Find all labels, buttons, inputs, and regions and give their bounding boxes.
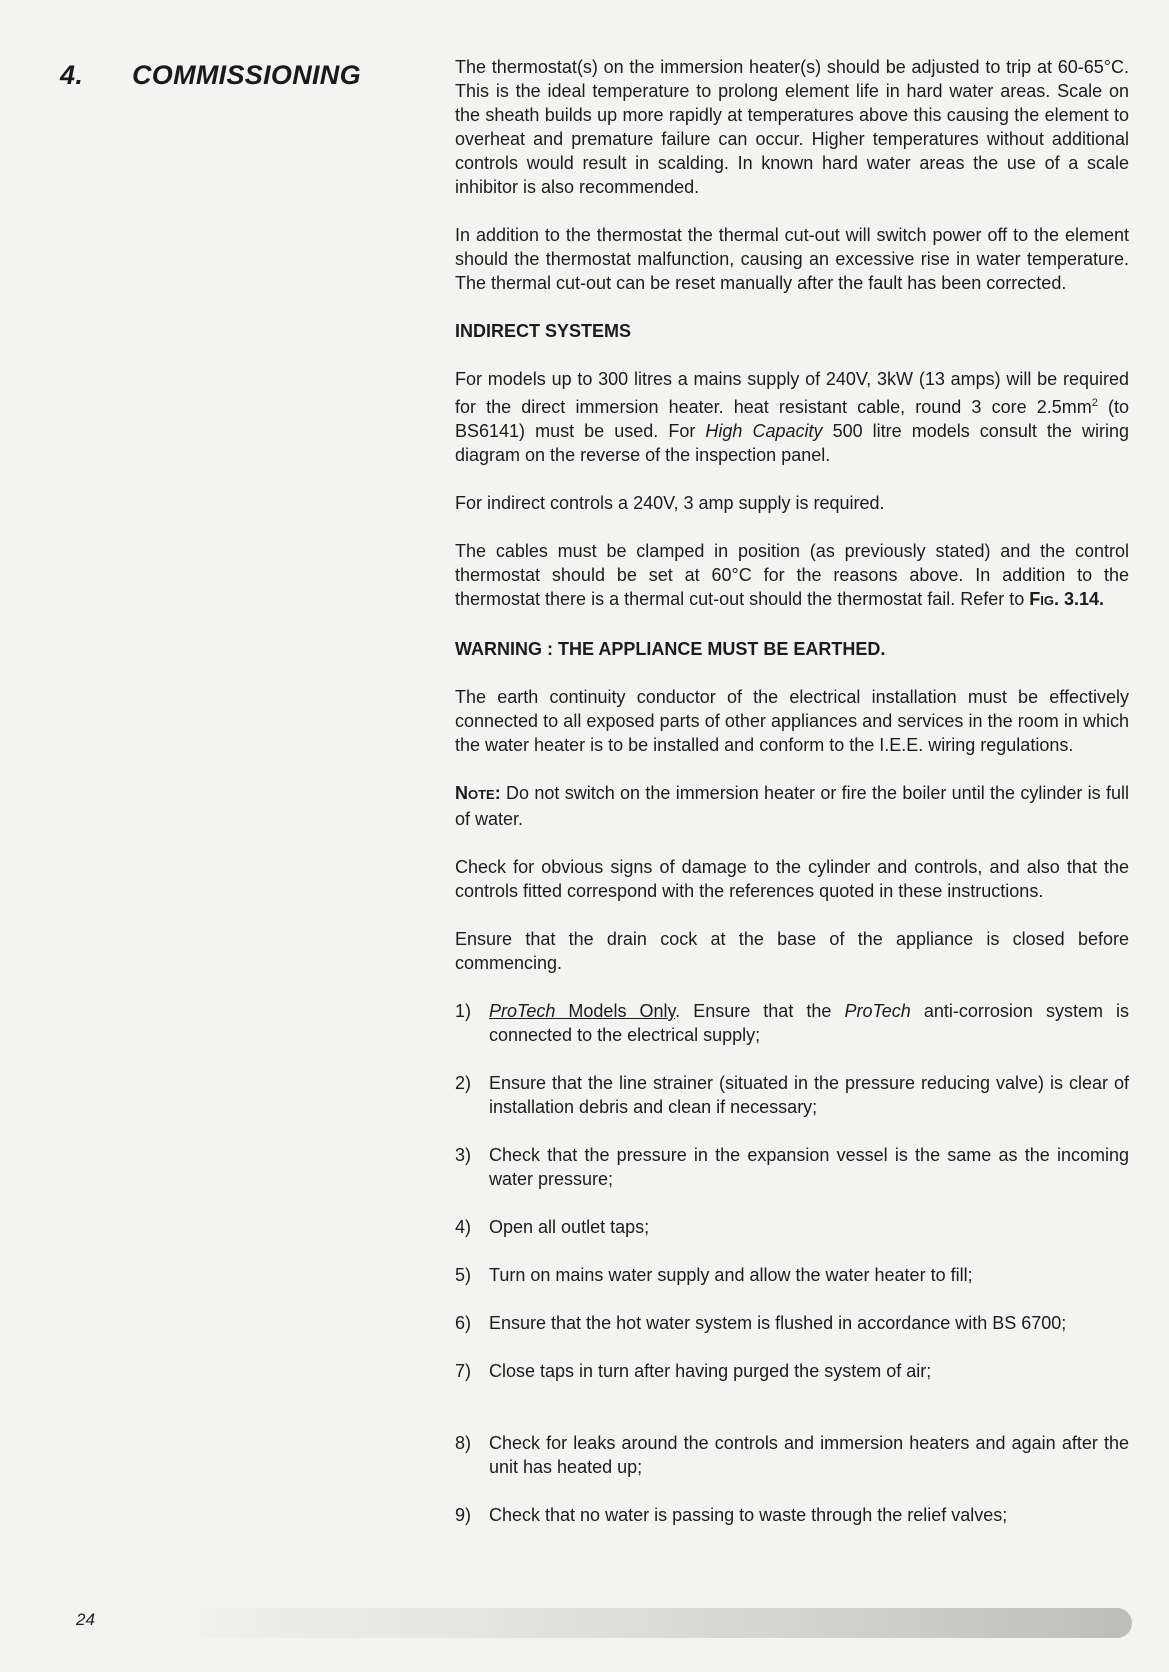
- step-text: Turn on mains water supply and allow the water heater to fill;: [489, 1265, 973, 1285]
- step-number: 5): [455, 1265, 472, 1285]
- step-7: [455, 1359, 1129, 1383]
- paragraph-indirect-controls: For indirect controls a 240V, 3 amp supply is required.: [455, 493, 885, 513]
- footer-bar: [200, 1608, 1132, 1638]
- step-6: [455, 1311, 1129, 1335]
- paragraph-cables: [455, 539, 1129, 613]
- mains-supply-text-1: For models up to 300 litres a mains supply of 240V, 3kW (13 amps) will be required for the direct immersion heater. heat resistant cable, round 3 core 2.5mm: [455, 369, 1129, 417]
- note-label: [455, 783, 501, 803]
- squared-superscript: 2: [1091, 397, 1098, 409]
- paragraph-thermostat: The thermostat(s) on the immersion heater(s) should be adjusted to trip at 60-65°C. This is the ideal temperature to prolong element life in hard water areas. Scale on the sheath builds up more rapidly at temperatures above this causing the element to overheat and premature failure can occur. Higher temperatures without additional controls would result in scalding. In known hard water areas the use of a scale inhibitor is also recommended.: [455, 57, 1129, 197]
- paragraph-check-damage: Check for obvious signs of damage to the cylinder and controls, and also that the controls fitted correspond with the references quoted in these instructions.: [455, 857, 1129, 901]
- step-text: [489, 999, 1129, 1047]
- step-text: Open all outlet taps;: [489, 1217, 650, 1237]
- step-1-text-2: anti-corrosion system is connected to the electrical supply;: [489, 1001, 1129, 1045]
- step-text: Close taps in turn after having purged the system of air;: [489, 1361, 932, 1381]
- paragraph-earth-continuity: The earth continuity conductor of the electrical installation must be effectively connected to all exposed parts of other appliances and services in the room in which the water heater is to be installed and conform to the I.E.E. wiring regulations.: [455, 687, 1129, 755]
- step-9: [455, 1503, 1129, 1527]
- note-text: Do not switch on the immersion heater or fire the boiler until the cylinder is full of water.: [455, 783, 1129, 829]
- warning-earthed: WARNING : THE APPLIANCE MUST BE EARTHED.: [455, 639, 886, 659]
- step-text: Ensure that the line strainer (situated in the pressure reducing valve) is clear of installation debris and clean if necessary;: [489, 1073, 1129, 1117]
- step-3: [455, 1143, 1129, 1191]
- note-paragraph: [455, 781, 1129, 831]
- section-heading: [60, 60, 400, 91]
- step-number: 2): [455, 1073, 472, 1093]
- step-5: [455, 1263, 1129, 1287]
- paragraph-drain-cock: Ensure that the drain cock at the base of the appliance is closed before commencing.: [455, 929, 1129, 973]
- section-number: 4.: [60, 60, 84, 90]
- step-1-text-1: . Ensure that the: [675, 1001, 845, 1021]
- page-number: 24: [76, 1610, 95, 1629]
- mains-supply-text-3: 500 litre models consult the wiring diagram on the reverse of the inspection panel.: [455, 421, 1129, 465]
- step-number: 4): [455, 1217, 472, 1237]
- commissioning-steps: [455, 999, 1129, 1527]
- step-number: 3): [455, 1145, 472, 1165]
- note-initial: N: [455, 783, 468, 803]
- protech-italic-2: ProTech: [844, 1001, 911, 1021]
- note-colon: :: [494, 783, 501, 803]
- note-small-caps: OTE: [468, 787, 495, 802]
- step-text: Check that no water is passing to waste through the relief valves;: [489, 1505, 1008, 1525]
- protech-models-only: [489, 1001, 675, 1021]
- step-8: [455, 1431, 1129, 1479]
- fig-number: . 3.14.: [1054, 589, 1105, 609]
- step-number: 1): [455, 1001, 472, 1021]
- indirect-systems-heading: INDIRECT SYSTEMS: [455, 321, 632, 341]
- step-text: Check that the pressure in the expansion vessel is the same as the incoming water pressure;: [489, 1145, 1129, 1189]
- section-title: COMMISSIONING: [132, 60, 361, 90]
- paragraph-mains-supply: [455, 367, 1129, 467]
- models-only-text: Models Only: [555, 1001, 676, 1021]
- step-1: [455, 999, 1129, 1047]
- paragraph-thermal-cutout: In addition to the thermostat the thermal cut-out will switch power off to the element should the thermostat malfunction, causing an excessive rise in water temperature. The thermal cut-out can be reset manually after the fault has been corrected.: [455, 225, 1129, 293]
- high-capacity-italic: High Capacity: [705, 421, 823, 441]
- cables-text: The cables must be clamped in position (as previously stated) and the control thermostat should be set at 60°C for the reasons above. In addition to the thermostat there is a thermal cut-out should the thermostat fail. Refer to: [455, 541, 1129, 609]
- figure-reference: [1029, 589, 1104, 609]
- fig-small-caps: IG: [1040, 593, 1055, 608]
- step-number: 9): [455, 1505, 472, 1525]
- step-number: 8): [455, 1433, 472, 1453]
- step-number: 7): [455, 1361, 472, 1381]
- step-text: Check for leaks around the controls and immersion heaters and again after the unit has heated up;: [489, 1433, 1129, 1477]
- content-column: [455, 55, 1129, 1551]
- protech-italic: ProTech: [489, 1001, 556, 1021]
- step-4: [455, 1215, 1129, 1239]
- fig-initial: F: [1029, 589, 1041, 609]
- mains-supply-text-2: (to BS6141) must be used. For: [455, 397, 1129, 441]
- step-text: Ensure that the hot water system is flushed in accordance with BS 6700;: [489, 1313, 1067, 1333]
- step-2: [455, 1071, 1129, 1119]
- step-number: 6): [455, 1313, 472, 1333]
